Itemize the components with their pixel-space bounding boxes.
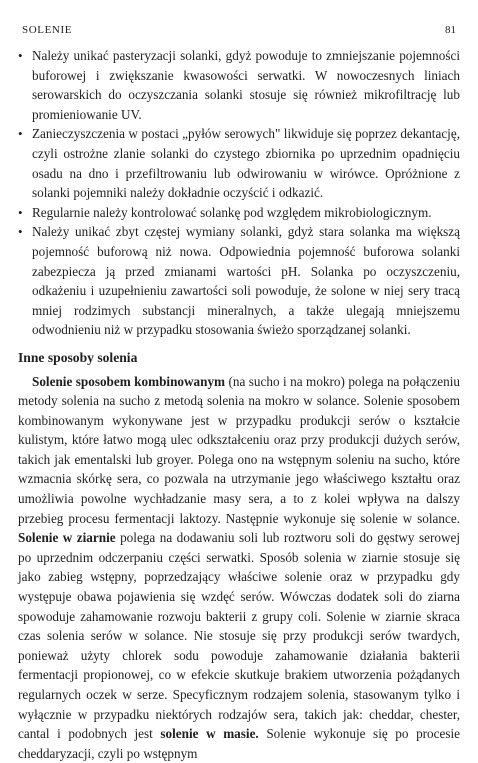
term-mass-salting: solenie w masie. xyxy=(160,726,258,741)
bullet-text: Regularnie należy kontrolować solankę pod względem mikrobiologicznym. xyxy=(32,205,432,220)
bullet-icon: • xyxy=(18,46,23,66)
running-title: SOLENIE xyxy=(22,24,72,36)
paragraph-text: Solenie wykonuje się po procesie cheddaryzacji, czyli po wstępnym xyxy=(18,726,460,761)
paragraph-text: (na sucho i na mokro) polega na połączeniu metody solenia na sucho z metodą solenia na mokro w solance. Solenie sposobem kombinowanym wykonywane jest w przypadku produkcji serów o kształcie kulistym, które łatwo mogą ulec odkształceniu oraz przy produkcji dużych serów, takich jak ementalski lub groyer. Polega ono na wstępnym soleniu na sucho, które wzmacnia skórkę sera, co pozwala na utrzymanie jego właściwego kształtu oraz umożliwia powolne wychładzanie masy sera, a to z kolei wpływa na dalszy przebieg procesu fermentacji laktozy. Następnie wykonuje się solenie w solance. xyxy=(18,374,460,526)
term-grain-salting: Solenie w ziarnie xyxy=(18,530,116,545)
section-heading: Inne sposoby solenia xyxy=(18,348,460,368)
bullet-text: Należy unikać zbyt częstej wymiany solanki, gdyż stara solanka ma większą pojemność buforową niż nowa. Odpowiednia pojemność buforowa solanki zabezpiecza ją przed zmianami wartości pH. Solanka po oczyszczeniu, odkażeniu i uzupełnieniu zawartości soli powoduje, że solone w niej sery tracą mniej rodzimych substancji mineralnych, a także ulegają mniejszemu odwodnieniu niż w przypadku stosowania świeżo sporządzanej solanki. xyxy=(32,224,460,337)
bullet-text: Należy unikać pasteryzacji solanki, gdyż powoduje to zmniejszanie pojemności buforowej i zwiększanie kwasowości serwatki. W nowoczesnych liniach serowarskich do oczyszczania solanki stosuje się również mikrofiltrację lub promieniowanie UV. xyxy=(32,48,460,122)
body-paragraph xyxy=(18,372,460,763)
term-combined-salting: Solenie sposobem kombinowanym xyxy=(32,374,225,389)
page-body xyxy=(18,46,460,763)
bullet-list xyxy=(18,46,460,340)
running-header xyxy=(22,24,456,36)
bullet-icon: • xyxy=(18,222,23,242)
bullet-icon: • xyxy=(18,203,23,223)
bullet-icon: • xyxy=(18,124,23,144)
bullet-item xyxy=(18,124,460,202)
bullet-text: Zanieczyszczenia w postaci „pyłów serowych" likwiduje się poprzez dekantację, czyli ostrożne zlanie solanki do czystego zbiornika po uprzednim opadnięciu osadu na dno i przefiltrowaniu lub odwirowaniu w wirówce. Opróżnione z solanki pojemniki należy dokładnie oczyścić i odkazić. xyxy=(32,126,460,200)
paragraph-text: polega na dodawaniu soli lub roztworu soli do gęstwy serowej po uprzednim odczerpaniu części serwatki. Sposób solenia w ziarnie stosuje się jako zabieg wstępny, poprzedzający właściwe solenie oraz w przypadku gdy występuje obawa pojawienia się wzdęć serów. Wówczas dodatek soli do ziarna spowoduje zahamowanie rozwoju bakterii z grupy coli. Solenie w ziarnie skraca czas solenia serów w solance. Nie stosuje się przy produkcji serów twardych, ponieważ użyty chlorek sodu powoduje zahamowanie działania bakterii fermentacji propionowej, co w efekcie skutkuje brakiem utworzenia pożądanych regularnych oczek w serze. Specyficznym rodzajem solenia, stasowanym tylko i wyłącznie w przypadku niektórych rodzajów sera, takich jak: cheddar, chester, cantal i podobnych jest xyxy=(18,530,460,741)
bullet-item xyxy=(18,203,460,223)
bullet-item xyxy=(18,46,460,124)
bullet-item xyxy=(18,222,460,340)
page-number: 81 xyxy=(445,24,456,36)
